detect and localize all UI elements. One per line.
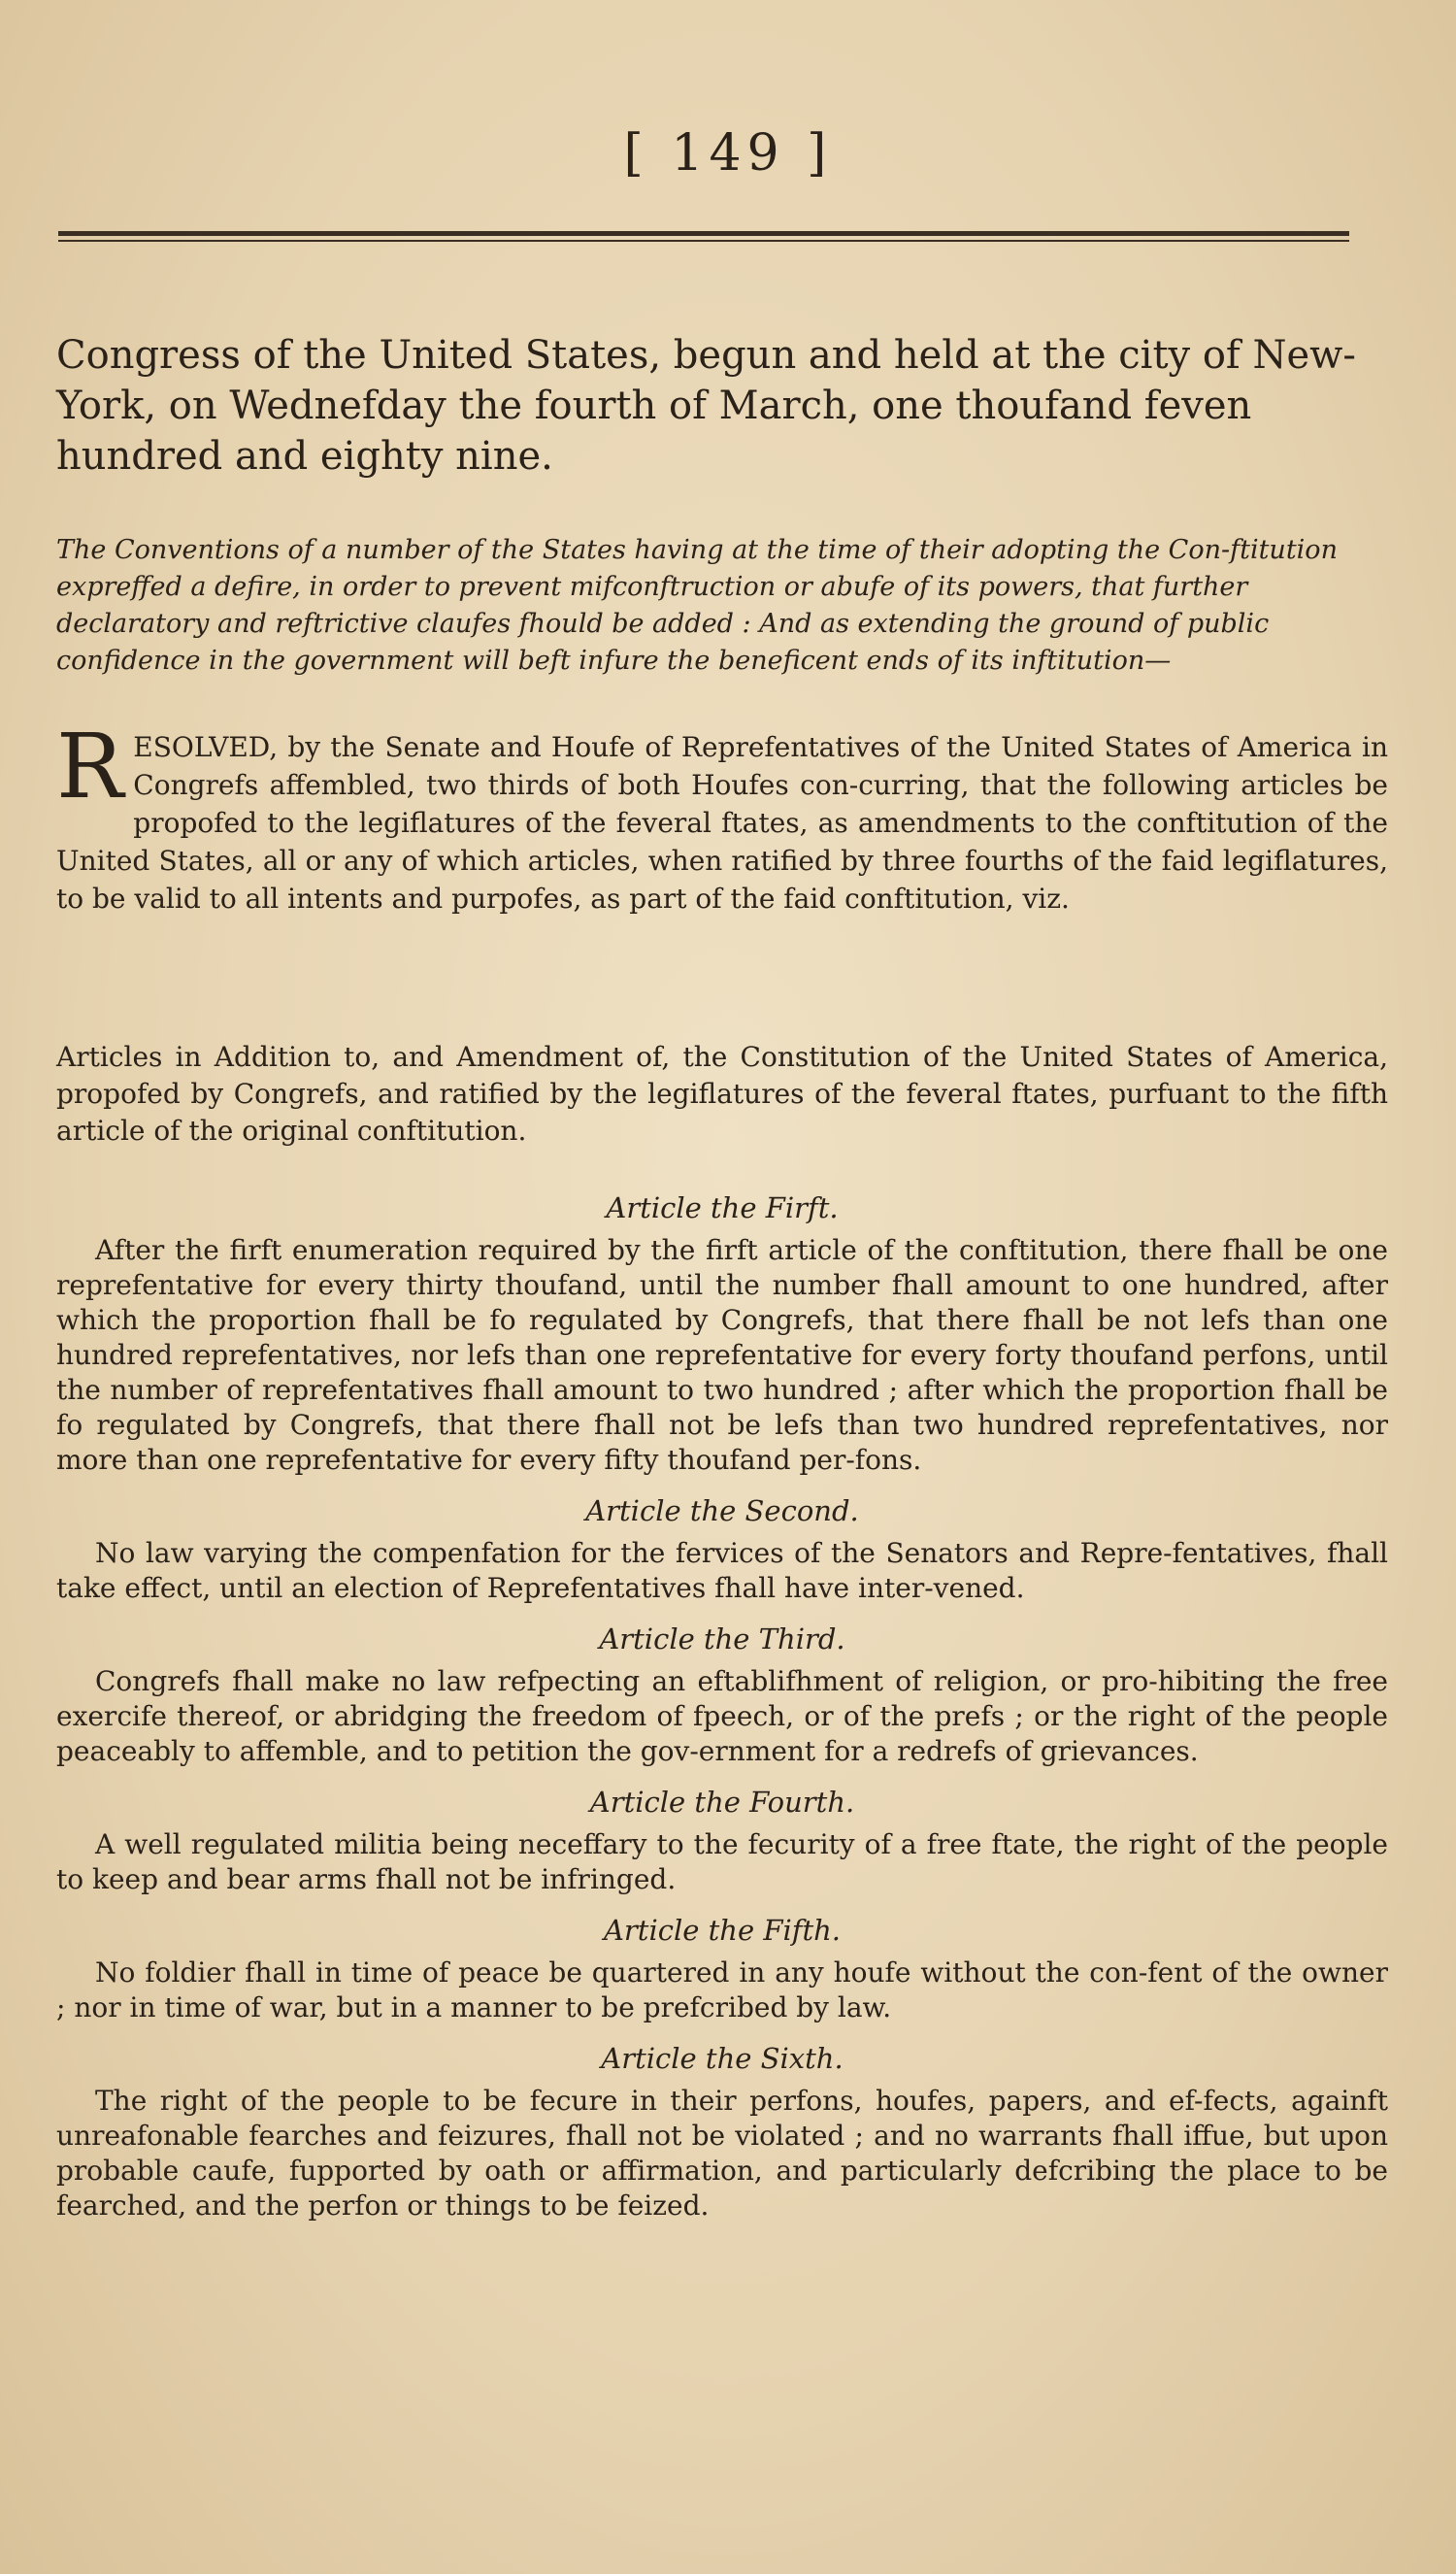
articles-list <box>0 1175 1456 2223</box>
article-title: Article the Firft. <box>606 1191 839 1224</box>
page-number: [ 149 ] <box>623 124 833 183</box>
article-title: Article the Second. <box>585 1494 859 1527</box>
article-4 <box>56 1783 1388 1897</box>
article-body: No law varying the compenfation for the fervices of the Senators and Repre-fentatives, fhall take effect, until an election of Reprefentatives fhall have inter-vened. <box>56 1537 1388 1604</box>
article-body: A well regulated militia being neceffary to the fecurity of a free ftate, the right of the people to keep and bear arms fhall not be infringed. <box>56 1828 1388 1895</box>
article-title: Article the Sixth. <box>601 2042 844 2075</box>
resolution-paragraph <box>0 715 1456 918</box>
article-title: Article the Third. <box>599 1622 845 1655</box>
preamble: The Conventions of a number of the States having at the time of their adopting the Con-ftitution expreffed a defire, in order to prevent mifconftruction or abufe of its powers, that further declaratory and reftrictive claufes fhould be added : And as extending the ground of public confidence in the government will beft infure the beneficent ends of its inftitution— <box>56 535 1338 676</box>
document-heading: Congress of the United States, begun and held at the city of New-York, on Wednefday the fourth of March, one thoufand feven hundred and eighty nine. <box>56 333 1356 479</box>
article-body: The right of the people to be fecure in their perfons, houfes, papers, and ef-fects, againft unreafonable fearches and feizures, fhall not be violated ; and no warrants fhall iffue, but upon probable caufe, fupported by oath or affirmation, and particularly defcribing the place to be fearched, and the perfon or things to be feized. <box>56 2085 1388 2222</box>
article-2 <box>56 1491 1388 1606</box>
header-rule <box>58 231 1349 242</box>
article-body: After the firft enumeration required by the firft article of the conftitution, there fhall be one reprefentative for every thirty thoufand, until the number fhall amount to one hundred, after which the proportion fhall be fo regulated by Congrefs, that there fhall be not lefs than one hundred reprefentatives, nor lefs than one reprefentative for every forty thoufand perfons, until the number of reprefentatives fhall amount to two hundred ; after which the proportion fhall be fo regulated by Congrefs, that there fhall not be lefs than two hundred reprefentatives, nor more than one reprefentative for every fifty thoufand per-fons. <box>56 1234 1388 1476</box>
article-body: Congrefs fhall make no law refpecting an eftablifhment of religion, or pro-hibiting the free exercife thereof, or abridging the freedom of fpeech, or of the prefs ; or the right of the people peaceably to affemble, and to petition the gov-ernment for a redrefs of grievances. <box>56 1665 1388 1767</box>
resolution-text: ESOLVED, by the Senate and Houfe of Reprefentatives of the United States of America in Congrefs affembled, two thirds of both Houfes con-curring, that the following articles be propofed to the legiflatures of the feveral ftates, as amendments to the conftitution of the United States, all or any of which articles, when ratified by three fourths of the faid legiflatures, to be valid to all intents and purpofes, as part of the faid conftitution, viz. <box>56 731 1388 915</box>
article-title: Article the Fourth. <box>589 1786 855 1819</box>
article-body: No foldier fhall in time of peace be quartered in any houfe without the con-fent of the owner ; nor in time of war, but in a manner to be prefcribed by law. <box>56 1956 1388 2023</box>
article-5 <box>56 1911 1388 2025</box>
drop-cap: R <box>56 715 124 819</box>
article-title: Article the Fifth. <box>603 1914 842 1947</box>
articles-introduction: Articles in Addition to, and Amendment of, the Constitution of the United States of America, propofed by Congrefs, and ratified by the legiflatures of the feveral ftates, purfuant to the fifth article of the original conftitution. <box>56 1041 1388 1147</box>
article-3 <box>56 1620 1388 1769</box>
article-1 <box>56 1188 1388 1478</box>
article-6 <box>56 2039 1388 2223</box>
